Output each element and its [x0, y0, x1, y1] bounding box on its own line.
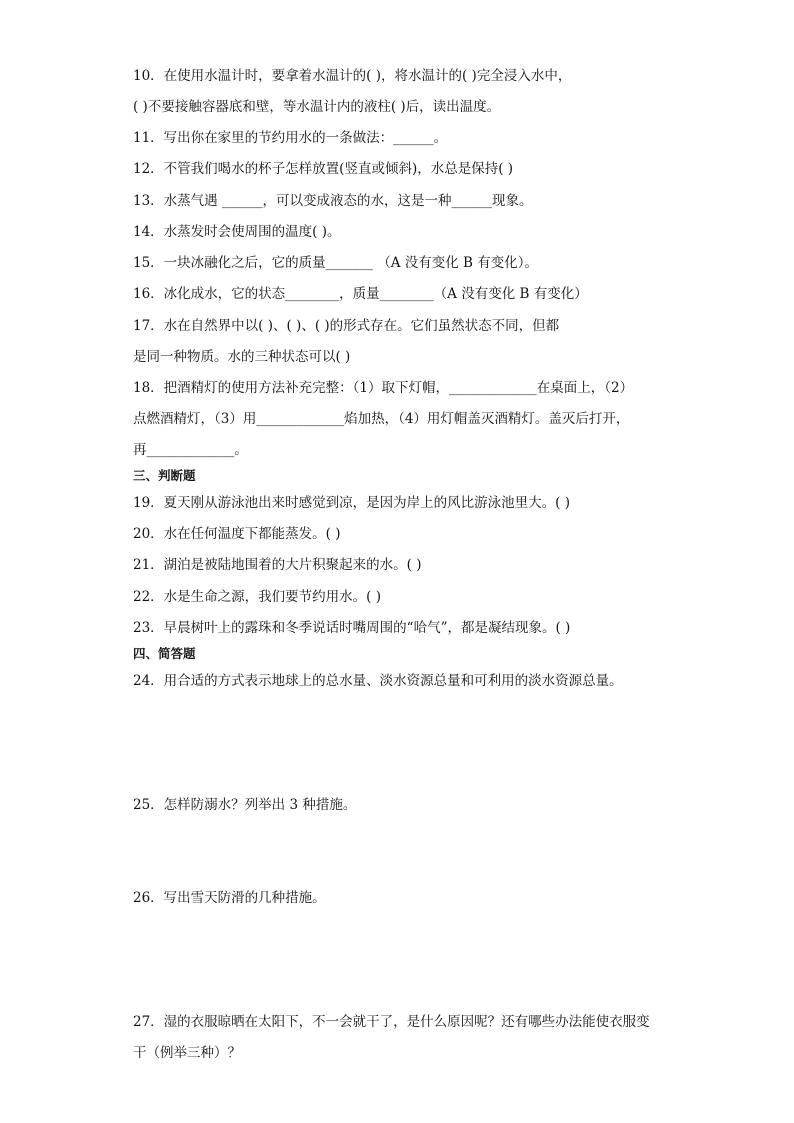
- q26: 26．写出雪天防滑的几种措施。: [133, 890, 326, 906]
- section-heading-short-answer: 四、简答题: [133, 646, 196, 661]
- q27-line1: 27．湿的衣服晾晒在太阳下，不一会就干了，是什么原因呢？还有哪些办法能使衣服变: [133, 1014, 650, 1030]
- q19: 19．夏天刚从游泳池出来时感觉到凉，是因为岸上的风比游泳池里大。( ): [133, 495, 571, 511]
- q22: 22．水是生命之源，我们要节约用水。( ): [133, 589, 382, 605]
- section-heading-judge: 三、判断题: [133, 468, 196, 483]
- q27-line2: 干（例举三种）？: [133, 1045, 241, 1061]
- q20: 20．水在任何温度下都能蒸发。( ): [133, 526, 341, 542]
- q15: 15．一块冰融化之后，它的质量_______ （A 没有变化 B 有变化）。: [133, 255, 539, 271]
- q25: 25．怎样防溺水？列举出 3 种措施。: [133, 797, 357, 813]
- q16: 16．冰化成水，它的状态________，质量________（A 没有变化 B 有变化）: [133, 286, 588, 302]
- q18-line1: 18．把酒精灯的使用方法补充完整：（1）取下灯帽，_____________在桌面上，（2）: [133, 380, 634, 396]
- q11: 11．写出你在家里的节约用水的一条做法：______。: [133, 130, 448, 146]
- q14: 14．水蒸发时会使周围的温度( )。: [133, 224, 341, 240]
- q17-line2: 是同一种物质。水的三种状态可以( ): [133, 349, 351, 365]
- q24: 24．用合适的方式表示地球上的总水量、淡水资源总量和可利用的淡水资源总量。: [133, 673, 623, 689]
- q10-line1: 10．在使用水温计时，要拿着水温计的( )，将水温计的( )完全浸入水中，: [133, 68, 572, 84]
- q10-line2: ( )不要接触容器底和壁，等水温计内的液柱( )后，读出温度。: [133, 99, 501, 115]
- q13: 13．水蒸气遇 ______，可以变成液态的水，这是一种______现象。: [133, 193, 533, 209]
- q23: 23．早晨树叶上的露珠和冬季说话时嘴周围的“哈气”，都是凝结现象。( ): [133, 620, 571, 636]
- q18-line2: 点燃酒精灯，（3）用_____________焰加热，（4）用灯帽盖灭酒精灯。盖灭后打开，: [133, 411, 630, 427]
- q17-line1: 17．水在自然界中以( )、( )、( )的形式存在。它们虽然状态不同，但都: [133, 318, 560, 334]
- q21: 21．湖泊是被陆地围着的大片积聚起来的水。( ): [133, 557, 422, 573]
- q18-line3: 再_____________。: [133, 442, 248, 458]
- q12: 12．不管我们喝水的杯子怎样放置(竖直或倾斜)，水总是保持( ): [133, 161, 514, 177]
